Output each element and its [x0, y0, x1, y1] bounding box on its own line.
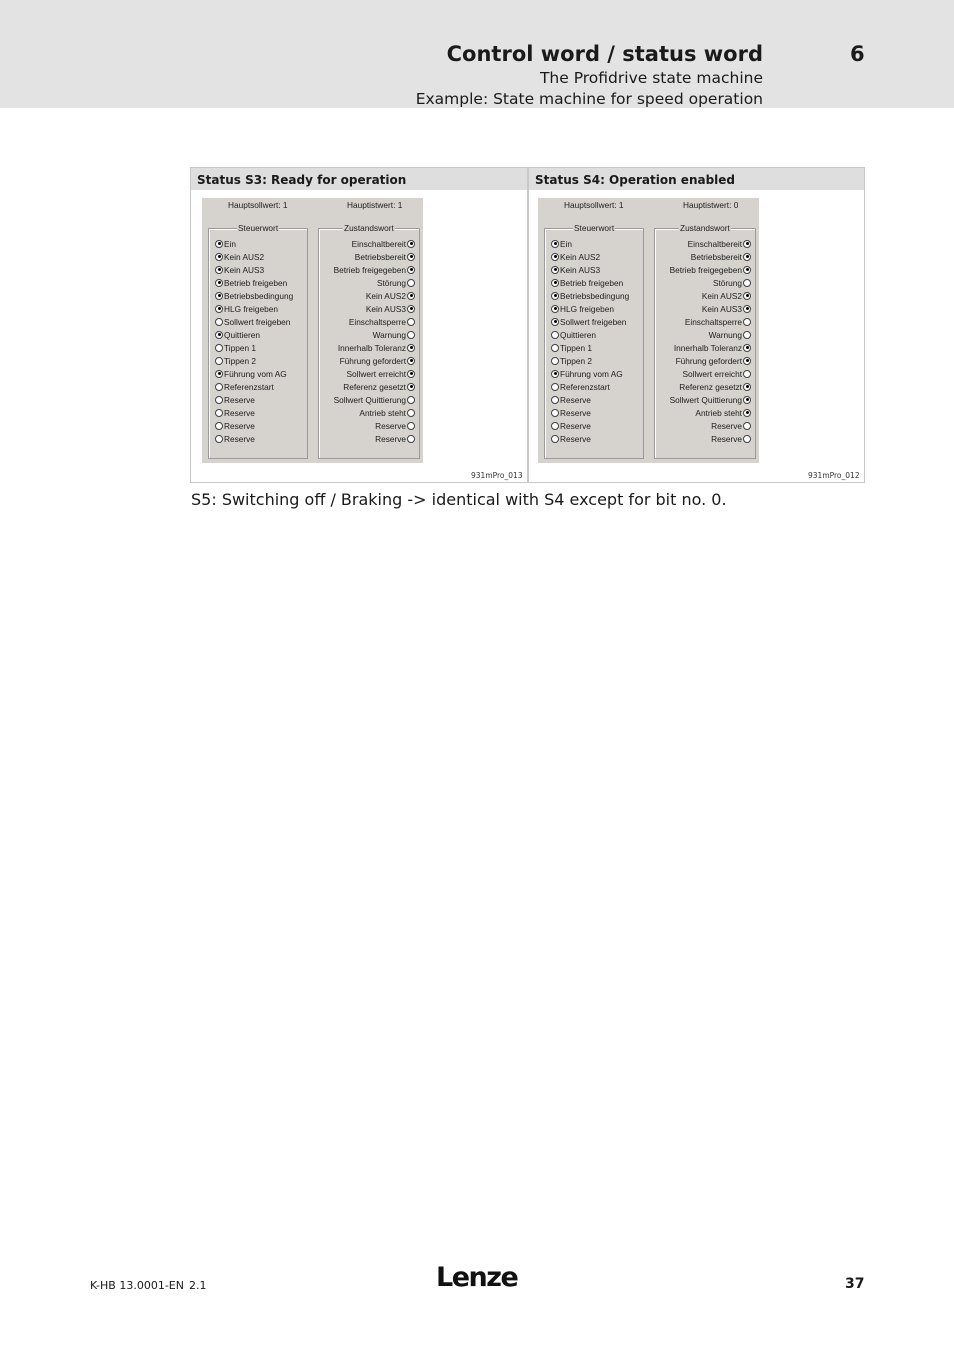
- bit-label: Reserve: [375, 434, 406, 444]
- zustandswort-bit: [713, 277, 751, 289]
- bit-label: Reserve: [224, 395, 255, 405]
- steuerwort-title: Steuerwort: [574, 223, 615, 233]
- zustandswort-bit: [695, 407, 751, 419]
- hauptsollwert-readout: Hauptsollwert: 1: [564, 200, 624, 210]
- radio-off-icon[interactable]: [551, 396, 559, 404]
- bit-label: Sollwert erreicht: [346, 369, 406, 379]
- radio-on-icon[interactable]: [551, 240, 559, 248]
- zustandswort-bit: [676, 355, 751, 367]
- bit-label: Betrieb freigegeben: [333, 265, 406, 275]
- steuerwort-bit: [551, 251, 600, 263]
- bit-label: Reserve: [560, 408, 591, 418]
- radio-off-icon[interactable]: [215, 318, 223, 326]
- steuerwort-bit: [215, 303, 278, 315]
- bit-label: Reserve: [224, 408, 255, 418]
- screenshot-s3: [202, 198, 423, 463]
- bit-label: Reserve: [711, 434, 742, 444]
- radio-on-icon[interactable]: [215, 266, 223, 274]
- bit-label: HLG freigeben: [560, 304, 614, 314]
- zustandswort-bit: [375, 420, 415, 432]
- zustandswort-bit: [685, 316, 751, 328]
- radio-on-icon[interactable]: [215, 370, 223, 378]
- radio-on-icon[interactable]: [215, 240, 223, 248]
- bit-label: Reserve: [711, 421, 742, 431]
- figure-heading-s3: Status S3: Ready for operation: [191, 168, 527, 190]
- radio-on-icon[interactable]: [215, 253, 223, 261]
- hauptsollwert-readout: Hauptsollwert: 1: [228, 200, 288, 210]
- zustandswort-bit: [352, 238, 415, 250]
- radio-off-icon[interactable]: [743, 422, 751, 430]
- radio-off-icon[interactable]: [215, 357, 223, 365]
- radio-on-icon[interactable]: [743, 396, 751, 404]
- bit-label: Reserve: [560, 434, 591, 444]
- radio-on-icon[interactable]: [215, 331, 223, 339]
- bit-label: Einschaltsperre: [684, 317, 742, 327]
- bit-label: Kein AUS2: [224, 252, 265, 262]
- radio-off-icon[interactable]: [215, 383, 223, 391]
- radio-off-icon[interactable]: [407, 435, 415, 443]
- bit-label: Reserve: [224, 434, 255, 444]
- steuerwort-group: [208, 223, 308, 459]
- radio-off-icon[interactable]: [551, 344, 559, 352]
- steuerwort-bit: [215, 290, 293, 302]
- zustandswort-bit: [359, 407, 415, 419]
- zustandswort-bit: [711, 433, 751, 445]
- radio-on-icon[interactable]: [743, 292, 751, 300]
- bit-label: Tippen 2: [560, 356, 592, 366]
- steuerwort-bit: [551, 407, 591, 419]
- zustandswort-bit: [670, 264, 751, 276]
- steuerwort-title: Steuerwort: [238, 223, 279, 233]
- bit-label: Antrieb steht: [359, 408, 406, 418]
- steuerwort-bit: [215, 355, 256, 367]
- radio-off-icon[interactable]: [551, 331, 559, 339]
- radio-off-icon[interactable]: [743, 331, 751, 339]
- bit-label: Reserve: [375, 421, 406, 431]
- bit-label: Betriebsbereit: [690, 252, 742, 262]
- bit-label: Betriebsbedingung: [560, 291, 630, 301]
- radio-off-icon[interactable]: [407, 331, 415, 339]
- steuerwort-bit: [215, 251, 264, 263]
- steuerwort-group: [544, 223, 644, 459]
- radio-on-icon[interactable]: [743, 266, 751, 274]
- bit-label: Führung gefordert: [339, 356, 406, 366]
- bit-label: Tippen 2: [224, 356, 256, 366]
- steuerwort-bit: [215, 407, 255, 419]
- bit-label: Tippen 1: [224, 343, 256, 353]
- zustandswort-bit: [334, 394, 415, 406]
- radio-on-icon[interactable]: [215, 305, 223, 313]
- steuerwort-bit: [215, 264, 264, 276]
- radio-on-icon[interactable]: [743, 344, 751, 352]
- steuerwort-bit: [551, 329, 596, 341]
- steuerwort-bit: [551, 433, 591, 445]
- bit-label: Sollwert Quittierung: [333, 395, 406, 405]
- steuerwort-bit: [215, 433, 255, 445]
- figure-table: [190, 167, 865, 483]
- radio-on-icon[interactable]: [551, 370, 559, 378]
- bit-label: Reserve: [560, 421, 591, 431]
- chapter-title: Control word / status word: [446, 42, 763, 66]
- steuerwort-bit: [551, 420, 591, 432]
- radio-on-icon[interactable]: [743, 240, 751, 248]
- figure-id-s3: 931mPro_013: [471, 471, 523, 480]
- screenshot-s4: [538, 198, 759, 463]
- footer-doc-id: K-HB 13.0001-EN: [90, 1279, 184, 1292]
- zustandswort-bit: [366, 290, 415, 302]
- radio-on-icon[interactable]: [407, 344, 415, 352]
- zustandswort-bit: [702, 290, 751, 302]
- zustandswort-bit: [688, 238, 751, 250]
- radio-off-icon[interactable]: [551, 383, 559, 391]
- radio-off-icon[interactable]: [743, 279, 751, 287]
- radio-off-icon[interactable]: [551, 409, 559, 417]
- zustandswort-group: [654, 223, 756, 459]
- steuerwort-bit: [215, 342, 256, 354]
- radio-on-icon[interactable]: [215, 279, 223, 287]
- radio-on-icon[interactable]: [551, 253, 559, 261]
- section-title: The Profidrive state machine: [539, 69, 763, 87]
- bit-label: Antrieb steht: [695, 408, 742, 418]
- hauptistwert-readout: Hauptistwert: 0: [683, 200, 739, 210]
- zustandswort-bit: [355, 251, 415, 263]
- radio-on-icon[interactable]: [407, 292, 415, 300]
- zustandswort-bit: [683, 368, 751, 380]
- steuerwort-bit: [215, 316, 290, 328]
- bit-label: Einschaltsperre: [348, 317, 406, 327]
- bit-label: Referenz gesetzt: [343, 382, 406, 392]
- steuerwort-bit: [551, 264, 600, 276]
- bit-label: Betriebsbereit: [354, 252, 406, 262]
- bit-label: HLG freigeben: [224, 304, 278, 314]
- bit-label: Kein AUS2: [560, 252, 601, 262]
- bit-label: Führung gefordert: [675, 356, 742, 366]
- radio-off-icon[interactable]: [215, 396, 223, 404]
- bit-label: Sollwert Quittierung: [669, 395, 742, 405]
- radio-on-icon[interactable]: [551, 266, 559, 274]
- zustandswort-bit: [674, 342, 751, 354]
- bit-label: Referenzstart: [224, 382, 274, 392]
- bit-label: Sollwert erreicht: [682, 369, 742, 379]
- bit-label: Warnung: [708, 330, 742, 340]
- bit-label: Kein AUS2: [365, 291, 406, 301]
- bit-label: Führung vom AG: [560, 369, 623, 379]
- bit-label: Ein: [560, 239, 572, 249]
- chapter-number: 6: [850, 42, 865, 66]
- zustandswort-bit: [338, 342, 415, 354]
- zustandswort-bit: [343, 381, 415, 393]
- bit-label: Kein AUS3: [560, 265, 601, 275]
- steuerwort-bit: [551, 394, 591, 406]
- steuerwort-bit: [551, 303, 614, 315]
- bit-label: Tippen 1: [560, 343, 592, 353]
- page-number: 37: [845, 1276, 865, 1292]
- bit-label: Sollwert freigeben: [224, 317, 291, 327]
- radio-on-icon[interactable]: [407, 357, 415, 365]
- radio-off-icon[interactable]: [215, 409, 223, 417]
- bit-label: Betrieb freigegeben: [669, 265, 742, 275]
- bit-label: Einschaltbereit: [351, 239, 406, 249]
- bit-label: Referenzstart: [560, 382, 610, 392]
- bit-label: Kein AUS3: [701, 304, 742, 314]
- bit-label: Warnung: [372, 330, 406, 340]
- zustandswort-bit: [711, 420, 751, 432]
- steuerwort-bit: [215, 329, 260, 341]
- radio-on-icon[interactable]: [407, 305, 415, 313]
- bit-label: Quittieren: [224, 330, 260, 340]
- radio-on-icon[interactable]: [551, 292, 559, 300]
- steuerwort-bit: [215, 277, 287, 289]
- steuerwort-bit: [551, 316, 626, 328]
- radio-on-icon[interactable]: [407, 240, 415, 248]
- steuerwort-bit: [551, 238, 572, 250]
- bit-label: Innerhalb Toleranz: [337, 343, 406, 353]
- radio-on-icon[interactable]: [551, 318, 559, 326]
- radio-off-icon[interactable]: [215, 422, 223, 430]
- bit-label: Betriebsbedingung: [224, 291, 294, 301]
- radio-on-icon[interactable]: [407, 370, 415, 378]
- zustandswort-group: [318, 223, 420, 459]
- bit-label: Reserve: [224, 421, 255, 431]
- radio-off-icon[interactable]: [407, 409, 415, 417]
- radio-off-icon[interactable]: [551, 357, 559, 365]
- zustandswort-bit: [340, 355, 415, 367]
- zustandswort-bit: [670, 394, 751, 406]
- zustandswort-bit: [702, 303, 751, 315]
- bit-label: Betrieb freigeben: [224, 278, 288, 288]
- bit-label: Betrieb freigeben: [560, 278, 624, 288]
- steuerwort-bit: [215, 394, 255, 406]
- steuerwort-bit: [215, 368, 287, 380]
- zustandswort-bit: [334, 264, 415, 276]
- footer-version: 2.1: [189, 1279, 207, 1292]
- zustandswort-bit: [349, 316, 415, 328]
- radio-on-icon[interactable]: [215, 292, 223, 300]
- bit-label: Kein AUS3: [224, 265, 265, 275]
- radio-on-icon[interactable]: [407, 383, 415, 391]
- radio-off-icon[interactable]: [407, 279, 415, 287]
- radio-on-icon[interactable]: [743, 305, 751, 313]
- zustandswort-bit: [679, 381, 751, 393]
- radio-on-icon[interactable]: [743, 409, 751, 417]
- radio-on-icon[interactable]: [743, 253, 751, 261]
- zustandswort-title: Zustandswort: [344, 223, 394, 233]
- steuerwort-bit: [551, 277, 623, 289]
- radio-off-icon[interactable]: [407, 422, 415, 430]
- figure-heading-s4: Status S4: Operation enabled: [529, 168, 864, 190]
- radio-on-icon[interactable]: [551, 279, 559, 287]
- steuerwort-bit: [551, 381, 610, 393]
- radio-off-icon[interactable]: [551, 422, 559, 430]
- figure-id-s4: 931mPro_012: [808, 471, 860, 480]
- bit-label: Reserve: [560, 395, 591, 405]
- figure-caption: S5: Switching off / Braking -> identical with S4 except for bit no. 0.: [191, 490, 727, 509]
- radio-off-icon[interactable]: [551, 435, 559, 443]
- subsection-title: Example: State machine for speed operation: [415, 90, 763, 108]
- radio-off-icon[interactable]: [407, 318, 415, 326]
- radio-off-icon[interactable]: [743, 318, 751, 326]
- bit-label: Quittieren: [560, 330, 596, 340]
- radio-on-icon[interactable]: [407, 253, 415, 261]
- zustandswort-title: Zustandswort: [680, 223, 730, 233]
- radio-off-icon[interactable]: [215, 344, 223, 352]
- radio-off-icon[interactable]: [407, 396, 415, 404]
- lenze-logo: Lenze: [436, 1262, 518, 1293]
- zustandswort-bit: [366, 303, 415, 315]
- radio-on-icon[interactable]: [407, 266, 415, 274]
- bit-label: Führung vom AG: [224, 369, 287, 379]
- bit-label: Sollwert freigeben: [560, 317, 627, 327]
- steuerwort-bit: [551, 342, 592, 354]
- steuerwort-bit: [551, 355, 592, 367]
- steuerwort-bit: [215, 420, 255, 432]
- bit-label: Innerhalb Toleranz: [673, 343, 742, 353]
- zustandswort-bit: [691, 251, 751, 263]
- bit-label: Ein: [224, 239, 236, 249]
- bit-label: Referenz gesetzt: [679, 382, 742, 392]
- zustandswort-bit: [373, 329, 415, 341]
- hauptistwert-readout: Hauptistwert: 1: [347, 200, 403, 210]
- bit-label: Einschaltbereit: [687, 239, 742, 249]
- bit-label: Störung: [712, 278, 742, 288]
- zustandswort-bit: [377, 277, 415, 289]
- steuerwort-bit: [215, 381, 274, 393]
- radio-on-icon[interactable]: [743, 383, 751, 391]
- zustandswort-bit: [347, 368, 415, 380]
- zustandswort-bit: [709, 329, 751, 341]
- bit-label: Kein AUS3: [365, 304, 406, 314]
- steuerwort-bit: [215, 238, 236, 250]
- steuerwort-bit: [551, 368, 623, 380]
- figure-divider: [527, 168, 529, 482]
- zustandswort-bit: [375, 433, 415, 445]
- bit-label: Störung: [376, 278, 406, 288]
- bit-label: Kein AUS2: [701, 291, 742, 301]
- radio-off-icon[interactable]: [743, 435, 751, 443]
- radio-on-icon[interactable]: [551, 305, 559, 313]
- radio-off-icon[interactable]: [215, 435, 223, 443]
- radio-off-icon[interactable]: [743, 370, 751, 378]
- radio-on-icon[interactable]: [743, 357, 751, 365]
- steuerwort-bit: [551, 290, 629, 302]
